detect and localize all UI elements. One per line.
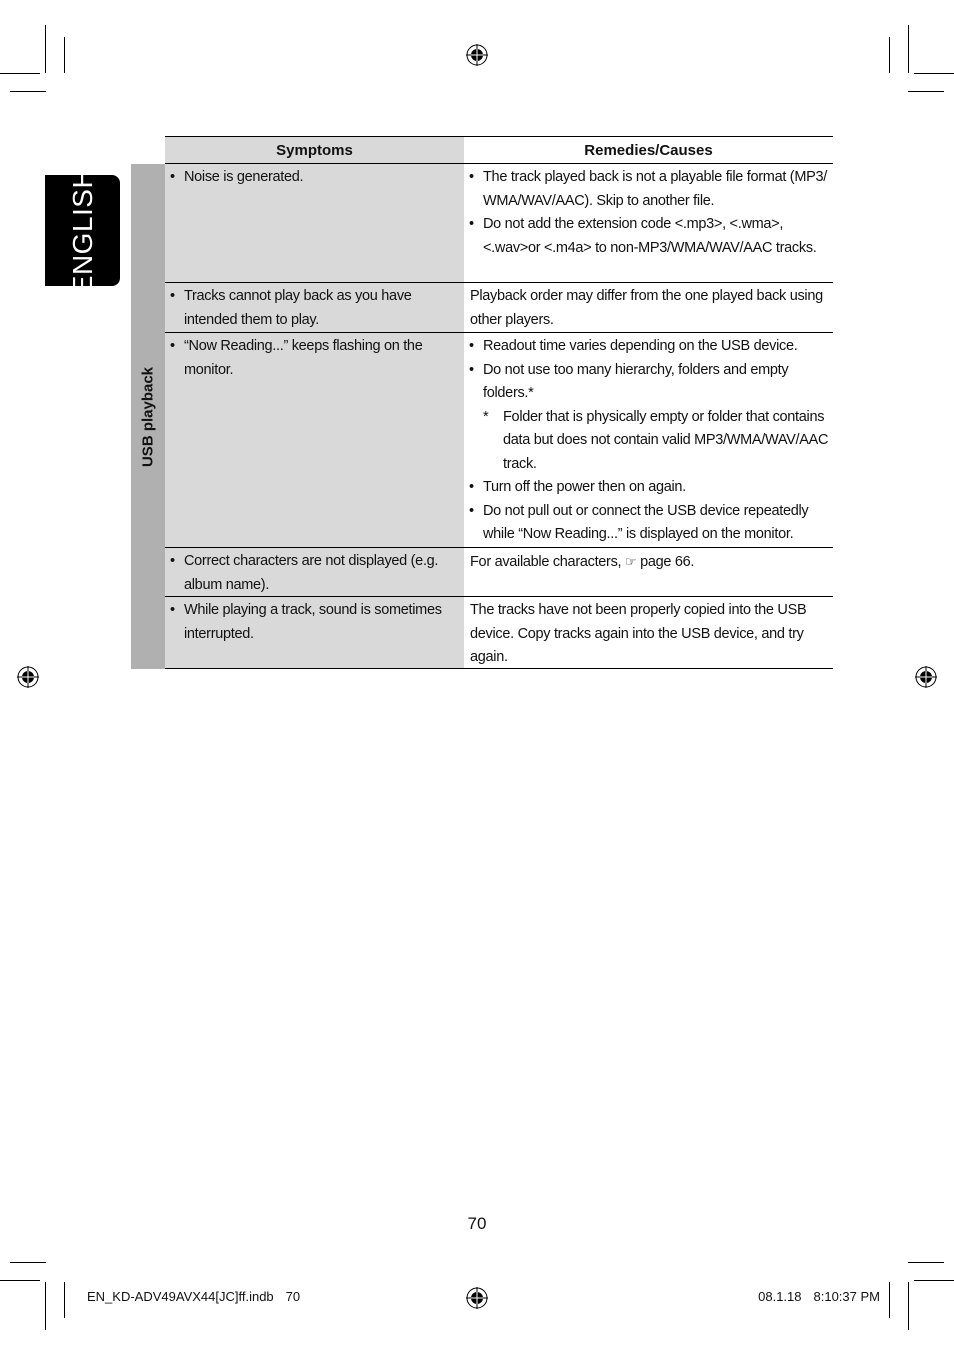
category-label: USB playback <box>139 366 157 467</box>
row-divider <box>165 668 833 669</box>
page-reference[interactable]: page 66. <box>640 554 695 570</box>
crop-mark <box>45 1282 46 1330</box>
table-row <box>165 333 833 548</box>
crop-mark <box>908 25 909 73</box>
footer-date: 08.1.18 <box>758 1289 802 1304</box>
remedy-item: • Do not pull out or connect the USB device repeatedly while “Now Reading...” is displayed on the monitor. <box>464 500 829 547</box>
remedy-cell <box>464 597 833 669</box>
crop-mark <box>45 25 46 73</box>
remedy-text-prefix: For available characters, <box>470 554 622 570</box>
header-symptoms: Symptoms <box>165 136 464 164</box>
remedy-text <box>464 548 833 575</box>
footer-file-name: EN_KD-ADV49AVX44[JC]ff.indb <box>87 1289 274 1304</box>
symptom-text: • “Now Reading...” keeps flashing on the monitor. <box>165 335 460 382</box>
language-tab-label: ENGLISH <box>66 167 98 294</box>
crop-mark <box>0 73 40 74</box>
footnote-marker: * <box>483 408 489 425</box>
remedy-item: • The track played back is not a playable file format (MP3/ WMA/WAV/AAC). Skip to another file. <box>464 166 829 213</box>
remedy-text: The tracks have not been properly copied into the USB device. Copy tracks again into the USB device, and try again. <box>470 602 807 665</box>
crop-mark <box>0 1280 40 1281</box>
crop-mark <box>889 1282 890 1318</box>
remedy-item: • Readout time varies depending on the USB device. <box>464 335 829 359</box>
language-tab <box>45 167 120 294</box>
crop-mark <box>10 91 46 92</box>
crop-mark <box>10 1262 46 1263</box>
crop-mark <box>889 37 890 73</box>
footer-file-info <box>87 1289 300 1304</box>
page-number: 70 <box>467 1214 487 1233</box>
symptom-cell <box>165 283 464 333</box>
remedy-text: Playback order may differ from the one played back using other players. <box>470 288 823 328</box>
remedy-cell <box>464 164 833 283</box>
crop-mark <box>908 1282 909 1330</box>
footnote-text: Folder that is physically empty or folder that contains data but does not contain valid MP3/WMA/WAV/AAC track. <box>503 408 829 472</box>
remedy-cell <box>464 283 833 333</box>
crop-mark <box>914 73 954 74</box>
crop-mark <box>908 1262 944 1263</box>
remedy-item: • Turn off the power then on again. <box>464 476 829 500</box>
header-remedies: Remedies/Causes <box>464 136 833 164</box>
footer-time: 8:10:37 PM <box>813 1289 880 1304</box>
crop-mark <box>64 1282 65 1318</box>
symptom-cell <box>165 548 464 597</box>
remedy-item: • Do not add the extension code <.mp3>, <.wma>, <.wav>or <.m4a> to non-MP3/WMA/WAV/AAC tracks. <box>464 213 829 260</box>
symptom-cell <box>165 164 464 283</box>
registration-mark-icon <box>466 1287 488 1309</box>
table-row <box>165 548 833 597</box>
footer-file-page: 70 <box>285 1289 301 1304</box>
symptom-text: • Noise is generated. <box>165 166 460 190</box>
remedy-item <box>464 359 829 477</box>
crop-mark <box>908 91 944 92</box>
symptom-cell <box>165 597 464 669</box>
symptom-cell <box>165 333 464 548</box>
symptom-text: • While playing a track, sound is sometimes interrupted. <box>165 599 460 646</box>
remedy-cell <box>464 333 833 548</box>
registration-mark-icon <box>466 44 488 66</box>
pointing-hand-icon: ☞ <box>625 554 637 569</box>
footnote <box>483 406 829 477</box>
table-row <box>165 283 833 333</box>
table-row <box>165 164 833 283</box>
crop-mark <box>914 1280 954 1281</box>
symptom-text: • Tracks cannot play back as you have intended them to play. <box>165 285 460 332</box>
registration-mark-icon <box>915 666 937 688</box>
registration-mark-icon <box>17 666 39 688</box>
category-cell <box>131 164 165 669</box>
footer-timestamp <box>758 1289 880 1304</box>
remedy-cell <box>464 548 833 597</box>
remedy-item-text: Do not use too many hierarchy, folders and empty folders.* <box>483 361 789 401</box>
crop-mark <box>64 37 65 73</box>
symptom-text: • Correct characters are not displayed (e.g. album name). <box>165 550 460 597</box>
table-row <box>165 597 833 669</box>
